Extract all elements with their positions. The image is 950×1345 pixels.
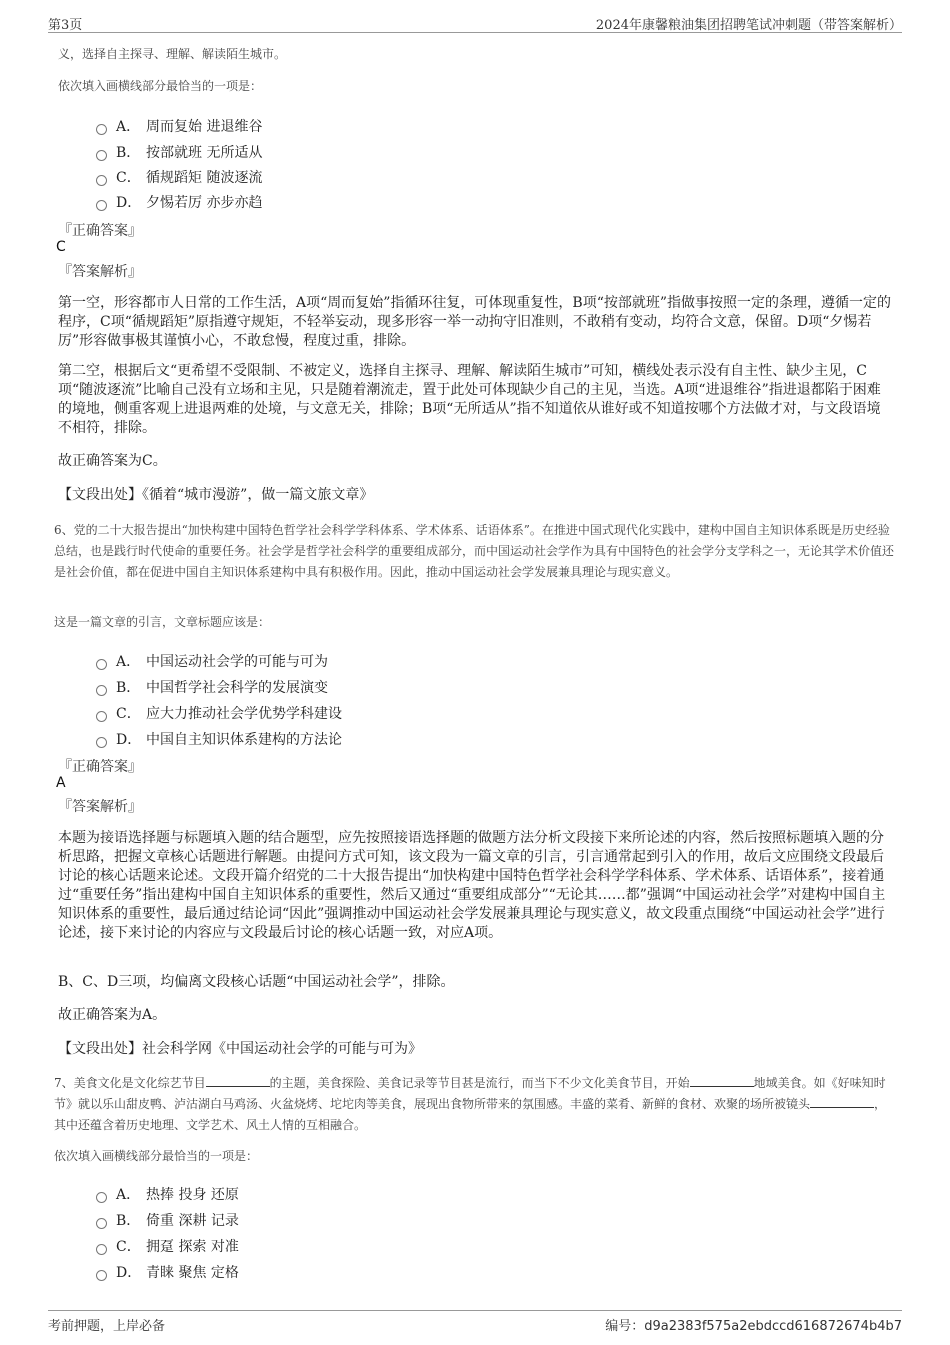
radio-icon[interactable] bbox=[96, 737, 107, 748]
q5-conclusion: 故正确答案为C。 bbox=[58, 453, 167, 469]
q5-analysis-p1: 第一空，形容都市人日常的工作生活，A项“周而复始”指循环往复，可体现重复性，B项“按部就班”指做事按照一定的条理，遵循一定的程序，C项“循规蹈矩”原指遵守规矩，不轻举妄动，现多形容一举一动拘守旧准则，不敢稍有变动，均符合文意，保留。D项“夕惕若厉”形容做事极其谨慎小心，不敢怠慢，程度过重，排除。 bbox=[58, 295, 892, 349]
fill-blank-3 bbox=[810, 1095, 874, 1108]
q5-analysis-p2: 第二空，根据后文“更希望不受限制、不被定义，选择自主探寻、理解、解读陌生城市”可知，横线处表示没有自主性、缺少主见，C项“随波逐流”比喻自己没有立场和主见，只是随着潮流走，置于此处可体现缺少自己的主见，当选。A项“进退维谷”指进退都陷于困难的境地，侧重客观上进退两难的处境，与文意无关，排除；B项“无所适从”指不知道依从谁好或不知道按哪个方法做才对，与文段语境不相符，排除。 bbox=[58, 363, 881, 436]
q5-analysis-label: 『答案解析』 bbox=[58, 264, 142, 280]
q6-conclusion: 故正确答案为A。 bbox=[58, 1007, 167, 1023]
q5-option-c[interactable]: C． 循规蹈矩 随波逐流 bbox=[96, 167, 262, 187]
q6-source: 【文段出处】社会科学网《中国运动社会学的可能与可为》 bbox=[58, 1041, 422, 1057]
radio-icon[interactable] bbox=[96, 711, 107, 722]
document-code: 编号：d9a2383f575a2ebdccd616872674b4b7 bbox=[605, 1319, 902, 1334]
q6-option-b[interactable]: B． 中国哲学社会科学的发展演变 bbox=[96, 677, 328, 697]
fill-blank-1 bbox=[206, 1074, 270, 1087]
radio-icon[interactable] bbox=[96, 175, 107, 186]
q7-prompt: 依次填入画横线部分最恰当的一项是： bbox=[54, 1149, 259, 1163]
page-header bbox=[48, 12, 902, 33]
radio-icon[interactable] bbox=[96, 124, 107, 135]
q6-option-d[interactable]: D． 中国自主知识体系建构的方法论 bbox=[96, 729, 342, 749]
radio-icon[interactable] bbox=[96, 685, 107, 696]
q6-answer-label: 『正确答案』 bbox=[58, 759, 142, 775]
q5-prompt: 依次填入画横线部分最恰当的一项是： bbox=[58, 79, 263, 93]
q6-option-a[interactable]: A． 中国运动社会学的可能与可为 bbox=[96, 651, 328, 671]
footer-slogan: 考前押题，上岸必备 bbox=[48, 1319, 166, 1334]
radio-icon[interactable] bbox=[96, 1192, 107, 1203]
q5-option-d[interactable]: D． 夕惕若厉 亦步亦趋 bbox=[96, 192, 262, 212]
q6-prompt: 这是一篇文章的引言，文章标题应该是： bbox=[54, 615, 271, 629]
q6-answer: A bbox=[56, 775, 66, 791]
q6-option-c[interactable]: C． 应大力推动社会学优势学科建设 bbox=[96, 703, 342, 723]
radio-icon[interactable] bbox=[96, 150, 107, 161]
radio-icon[interactable] bbox=[96, 200, 107, 211]
q6-analysis-p2: B、C、D三项，均偏离文段核心话题“中国运动社会学”，排除。 bbox=[58, 974, 455, 990]
q5-answer: C bbox=[56, 239, 66, 255]
document-title: 2024年康馨粮油集团招聘笔试冲刺题（带答案解析） bbox=[595, 18, 902, 33]
q7-option-b[interactable]: B． 倚重 深耕 记录 bbox=[96, 1210, 239, 1230]
q5-stem-tail: 义，选择自主探寻、理解、解读陌生城市。 bbox=[58, 47, 287, 61]
radio-icon[interactable] bbox=[96, 659, 107, 670]
q7-option-c[interactable]: C． 拥趸 探索 对准 bbox=[96, 1236, 239, 1256]
q5-option-b[interactable]: B． 按部就班 无所适从 bbox=[96, 142, 262, 162]
q6-analysis-p1: 本题为接语选择题与标题填入题的结合题型，应先按照接语选择题的做题方法分析文段接下来所论述的内容，然后按照标题填入题的分析思路，把握文章核心话题进行解题。由提问方式可知，该文段为一篇文章的引言，引言通常起到引入的作用，故后文应围绕文段最后讨论的核心话题来论述。文段开篇介绍党的二十大报告提出“加快构建中国特色哲学社会科学学科体系、学术体系、话语体系”，接着通过“重要任务”指出建构中国自主知识体系的重要性，然后又通过“重要组成部分”“无论其……都”强调“中国运动社会学”对建构中国自主知识体系的重要性，最后通过结论词“因此”强调推动中国运动社会学发展兼具理论与现实意义，故文段重点围绕“中国运动社会学”进行论述，接下来讨论的内容应与文段最后讨论的核心话题一致，对应A项。 bbox=[58, 830, 886, 941]
q5-option-a[interactable]: A． 周而复始 进退维谷 bbox=[96, 116, 262, 136]
q7-stem: 7、美食文化是文化综艺节目 的主题，美食探险、美食记录等节目甚是流行，而当下不少文化美食节目，开始 地域美食。如《好味知时节》就以乐山甜皮鸭、泸沽湖白马鸡汤、火盆烧烤、坨坨肉等美食，展现出食物所带来的氛围感。丰盛的菜肴、新鲜的食材、欢聚的场所被镜头 ，其中还蕴含着历史地理、文学艺术、风土人情的互相融合。 bbox=[54, 1076, 887, 1132]
q7-option-d[interactable]: D． 青睐 聚焦 定格 bbox=[96, 1262, 239, 1282]
page-number: 第3页 bbox=[48, 18, 83, 33]
radio-icon[interactable] bbox=[96, 1270, 107, 1281]
q6-stem: 6、党的二十大报告提出“加快构建中国特色哲学社会科学学科体系、学术体系、话语体系”。在推进中国式现代化实践中，建构中国自主知识体系既是历史经验总结，也是践行时代使命的重要任务。社会学是哲学社会科学的重要组成部分，而中国运动社会学作为具有中国特色的社会学分支学科之一，无论其学术价值还是社会价值，都在促进中国自主知识体系建构中具有积极作用。因此，推动中国运动社会学发展兼具理论与现实意义。 bbox=[54, 523, 895, 579]
q5-source: 【文段出处】《循着“城市漫游”，做一篇文旅文章》 bbox=[58, 487, 374, 503]
radio-icon[interactable] bbox=[96, 1218, 107, 1229]
page-footer bbox=[48, 1310, 902, 1333]
radio-icon[interactable] bbox=[96, 1244, 107, 1255]
q6-analysis-label: 『答案解析』 bbox=[58, 799, 142, 815]
fill-blank-2 bbox=[690, 1074, 754, 1087]
q5-answer-label: 『正确答案』 bbox=[58, 223, 142, 239]
q7-option-a[interactable]: A． 热捧 投身 还原 bbox=[96, 1184, 239, 1204]
